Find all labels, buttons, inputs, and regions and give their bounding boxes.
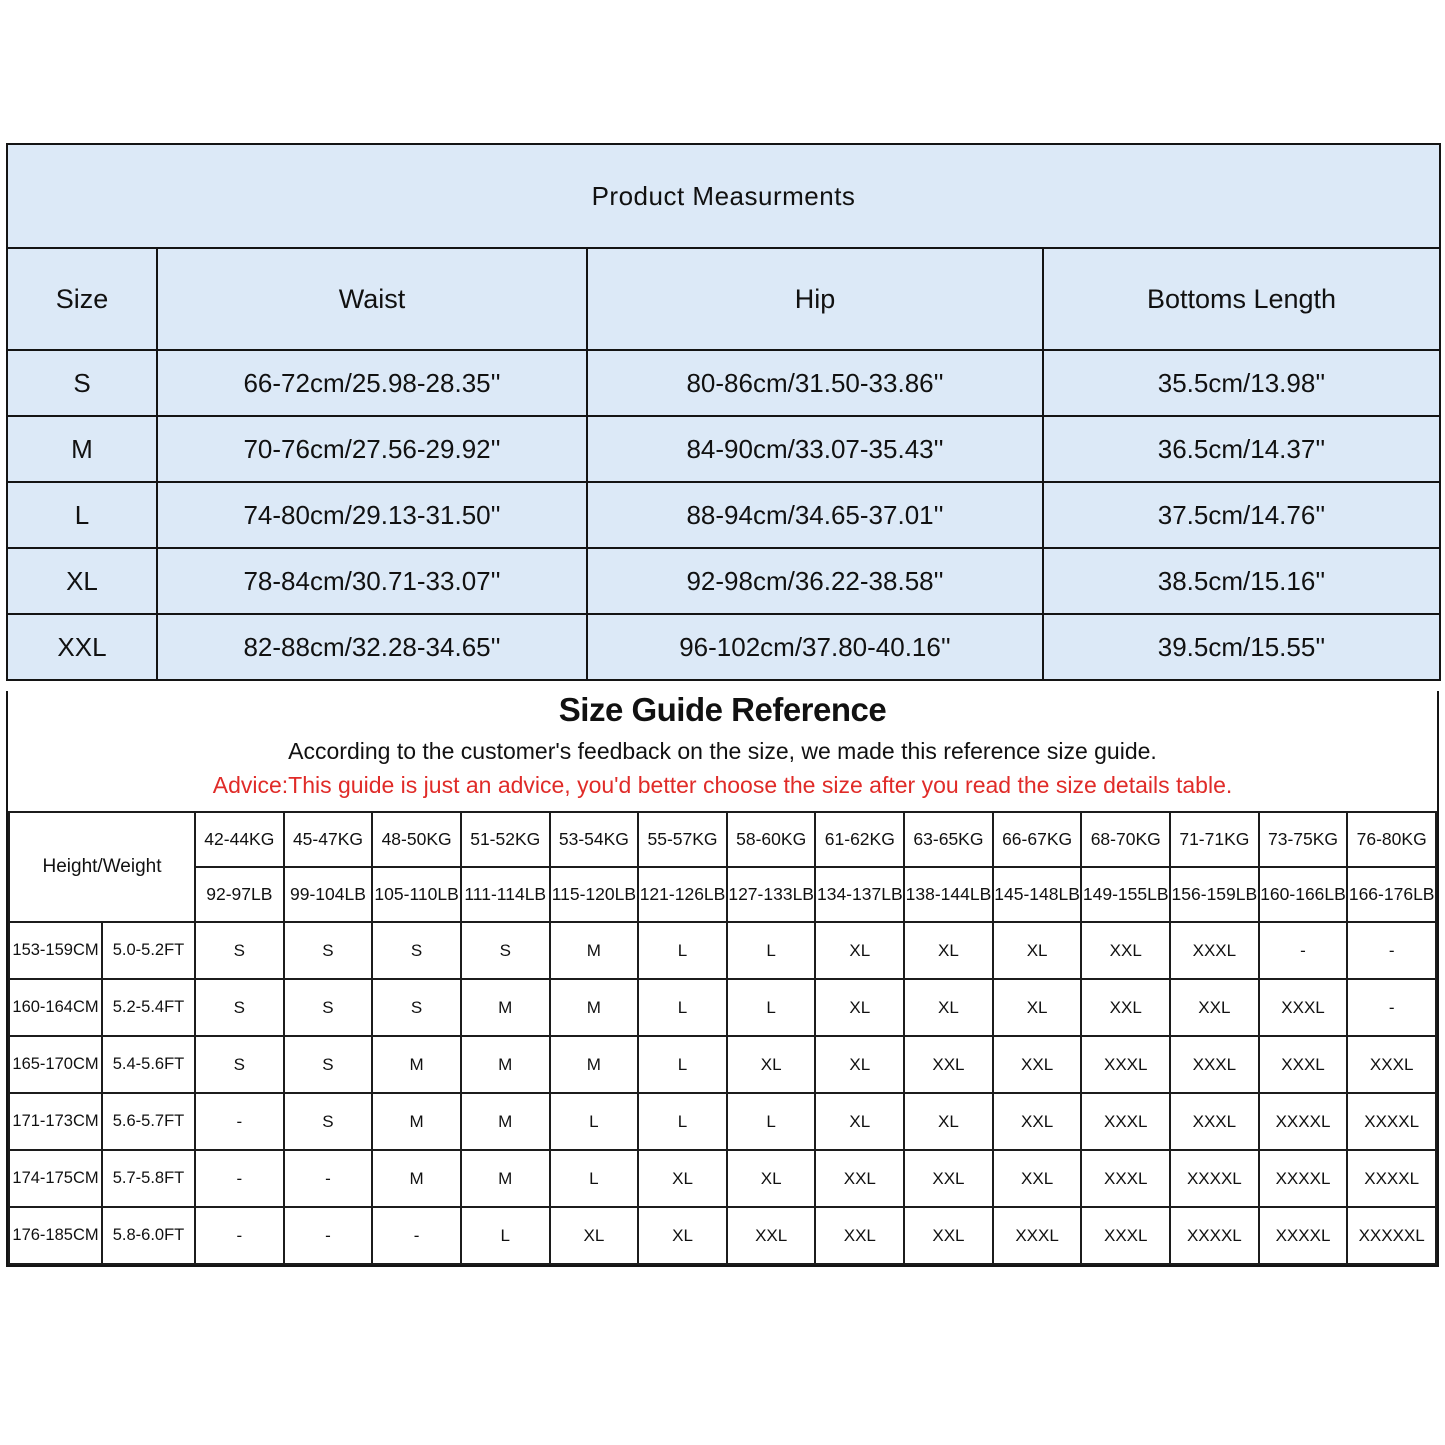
recommended-size-cell: L (727, 1093, 816, 1150)
recommended-size-cell: - (1259, 922, 1348, 979)
bottoms-length-value-cell: 36.5cm/14.37'' (1043, 416, 1440, 482)
recommended-size-cell: L (550, 1150, 639, 1207)
recommended-size-cell: XXXXL (1170, 1150, 1259, 1207)
page-title: Product Measurments (7, 144, 1440, 248)
recommended-size-cell: XXL (1170, 979, 1259, 1036)
size-label-cell: L (7, 482, 157, 548)
measurement-row (7, 614, 1440, 680)
recommended-size-cell: L (638, 1036, 727, 1093)
recommended-size-cell: XXL (727, 1207, 816, 1264)
weight-lb-cell: 127-133LB (727, 867, 816, 922)
recommended-size-cell: L (638, 922, 727, 979)
recommended-size-cell: M (550, 979, 639, 1036)
recommended-size-cell: XL (727, 1036, 816, 1093)
recommended-size-cell: XXL (904, 1207, 993, 1264)
weight-kg-cell: 61-62KG (815, 812, 904, 867)
weight-lb-cell: 134-137LB (815, 867, 904, 922)
measurement-row (7, 416, 1440, 482)
recommended-size-cell: M (372, 1150, 461, 1207)
recommended-size-cell: S (372, 922, 461, 979)
recommended-size-cell: XXL (1081, 922, 1170, 979)
measurement-row (7, 482, 1440, 548)
weight-lb-cell: 138-144LB (904, 867, 993, 922)
chart-wrapper (6, 143, 1439, 1267)
weight-lb-cell: 105-110LB (372, 867, 461, 922)
recommended-size-cell: XXXL (1170, 1036, 1259, 1093)
weight-lb-cell: 115-120LB (550, 867, 639, 922)
recommended-size-cell: - (1347, 979, 1436, 1036)
size-guide-row (9, 1207, 1436, 1264)
waist-value-cell: 70-76cm/27.56-29.92'' (157, 416, 587, 482)
recommended-size-cell: XXXL (1081, 1150, 1170, 1207)
recommended-size-cell: S (195, 922, 284, 979)
weight-lb-cell: 99-104LB (284, 867, 373, 922)
measurement-row (7, 548, 1440, 614)
recommended-size-cell: XXL (815, 1207, 904, 1264)
bottoms-length-value-cell: 35.5cm/13.98'' (1043, 350, 1440, 416)
height-cm-cell: 171-173CM (9, 1093, 102, 1150)
recommended-size-cell: XL (904, 1093, 993, 1150)
recommended-size-cell: XXXXL (1347, 1093, 1436, 1150)
recommended-size-cell: XL (815, 1093, 904, 1150)
recommended-size-cell: XXXXL (1259, 1207, 1348, 1264)
size-guide-row (9, 1150, 1436, 1207)
recommended-size-cell: XXXL (1259, 979, 1348, 1036)
column-header-hip: Hip (587, 248, 1043, 350)
measurement-row (7, 350, 1440, 416)
weight-kg-header-row (9, 812, 1436, 867)
column-header-waist: Waist (157, 248, 587, 350)
bottoms-length-value-cell: 38.5cm/15.16'' (1043, 548, 1440, 614)
size-label-cell: XL (7, 548, 157, 614)
recommended-size-cell: XL (815, 922, 904, 979)
recommended-size-cell: - (195, 1150, 284, 1207)
height-cm-cell: 160-164CM (9, 979, 102, 1036)
hip-value-cell: 84-90cm/33.07-35.43'' (587, 416, 1043, 482)
height-ft-cell: 5.4-5.6FT (102, 1036, 195, 1093)
recommended-size-cell: XXL (904, 1036, 993, 1093)
recommended-size-cell: XL (815, 979, 904, 1036)
recommended-size-cell: XL (638, 1150, 727, 1207)
weight-lb-cell: 111-114LB (461, 867, 550, 922)
waist-value-cell: 66-72cm/25.98-28.35'' (157, 350, 587, 416)
height-ft-cell: 5.0-5.2FT (102, 922, 195, 979)
recommended-size-cell: XL (904, 979, 993, 1036)
recommended-size-cell: S (284, 1036, 373, 1093)
recommended-size-cell: M (461, 1093, 550, 1150)
recommended-size-cell: S (284, 922, 373, 979)
size-guide-title: Size Guide Reference (558, 691, 887, 728)
height-ft-cell: 5.2-5.4FT (102, 979, 195, 1036)
size-guide-note: According to the customer's feedback on the size, we made this reference size guide. (288, 738, 1157, 764)
recommended-size-cell: XXXL (1081, 1093, 1170, 1150)
recommended-size-cell: XXXL (1259, 1036, 1348, 1093)
height-cm-cell: 165-170CM (9, 1036, 102, 1093)
recommended-size-cell: - (195, 1207, 284, 1264)
recommended-size-cell: XXL (993, 1036, 1082, 1093)
recommended-size-cell: XXL (993, 1093, 1082, 1150)
recommended-size-cell: - (195, 1093, 284, 1150)
recommended-size-cell: S (284, 979, 373, 1036)
recommended-size-cell: L (550, 1093, 639, 1150)
recommended-size-cell: XXL (1081, 979, 1170, 1036)
size-guide-table (8, 811, 1437, 1265)
size-guide-advice: Advice:This guide is just an advice, you'd better choose the size after you read the size details table. (212, 772, 1233, 798)
recommended-size-cell: XXXL (1081, 1036, 1170, 1093)
waist-value-cell: 82-88cm/32.28-34.65'' (157, 614, 587, 680)
size-guide-section (6, 691, 1439, 1267)
recommended-size-cell: XXXL (993, 1207, 1082, 1264)
weight-kg-cell: 76-80KG (1347, 812, 1436, 867)
recommended-size-cell: S (461, 922, 550, 979)
recommended-size-cell: S (195, 1036, 284, 1093)
weight-lb-header-row (9, 867, 1436, 922)
size-guide-row (9, 1093, 1436, 1150)
recommended-size-cell: XL (904, 922, 993, 979)
height-ft-cell: 5.8-6.0FT (102, 1207, 195, 1264)
recommended-size-cell: XXXXL (1259, 1093, 1348, 1150)
size-label-cell: XXL (7, 614, 157, 680)
weight-kg-cell: 73-75KG (1259, 812, 1348, 867)
recommended-size-cell: L (727, 979, 816, 1036)
recommended-size-cell: M (461, 1036, 550, 1093)
weight-kg-cell: 42-44KG (195, 812, 284, 867)
weight-kg-cell: 63-65KG (904, 812, 993, 867)
product-measurements-table (6, 143, 1441, 681)
height-cm-cell: 153-159CM (9, 922, 102, 979)
recommended-size-cell: XXXXL (1170, 1207, 1259, 1264)
weight-lb-cell: 166-176LB (1347, 867, 1436, 922)
recommended-size-cell: XL (727, 1150, 816, 1207)
recommended-size-cell: XXXL (1170, 1093, 1259, 1150)
recommended-size-cell: XXXL (1170, 922, 1259, 979)
size-guide-row (9, 1036, 1436, 1093)
recommended-size-cell: XXXXL (1347, 1150, 1436, 1207)
recommended-size-cell: M (550, 1036, 639, 1093)
height-cm-cell: 176-185CM (9, 1207, 102, 1264)
recommended-size-cell: - (372, 1207, 461, 1264)
title-row (7, 144, 1440, 248)
height-ft-cell: 5.6-5.7FT (102, 1093, 195, 1150)
recommended-size-cell: - (1347, 922, 1436, 979)
weight-kg-cell: 45-47KG (284, 812, 373, 867)
height-cm-cell: 174-175CM (9, 1150, 102, 1207)
weight-kg-cell: 48-50KG (372, 812, 461, 867)
size-label-cell: S (7, 350, 157, 416)
recommended-size-cell: - (284, 1150, 373, 1207)
height-weight-header: Height/Weight (9, 812, 195, 922)
weight-kg-cell: 55-57KG (638, 812, 727, 867)
recommended-size-cell: S (284, 1093, 373, 1150)
recommended-size-cell: M (461, 979, 550, 1036)
hip-value-cell: 92-98cm/36.22-38.58'' (587, 548, 1043, 614)
recommended-size-cell: XL (638, 1207, 727, 1264)
recommended-size-cell: XXL (993, 1150, 1082, 1207)
weight-kg-cell: 51-52KG (461, 812, 550, 867)
size-guide-row (9, 922, 1436, 979)
recommended-size-cell: XXXL (1081, 1207, 1170, 1264)
weight-lb-cell: 145-148LB (993, 867, 1082, 922)
recommended-size-cell: S (372, 979, 461, 1036)
measurements-header-row (7, 248, 1440, 350)
recommended-size-cell: M (550, 922, 639, 979)
recommended-size-cell: M (372, 1093, 461, 1150)
column-header-size: Size (7, 248, 157, 350)
recommended-size-cell: L (638, 1093, 727, 1150)
recommended-size-cell: XXL (815, 1150, 904, 1207)
recommended-size-cell: XL (550, 1207, 639, 1264)
bottoms-length-value-cell: 37.5cm/14.76'' (1043, 482, 1440, 548)
weight-kg-cell: 66-67KG (993, 812, 1082, 867)
hip-value-cell: 88-94cm/34.65-37.01'' (587, 482, 1043, 548)
waist-value-cell: 78-84cm/30.71-33.07'' (157, 548, 587, 614)
weight-lb-cell: 156-159LB (1170, 867, 1259, 922)
recommended-size-cell: XL (993, 922, 1082, 979)
weight-kg-cell: 71-71KG (1170, 812, 1259, 867)
weight-kg-cell: 68-70KG (1081, 812, 1170, 867)
recommended-size-cell: L (461, 1207, 550, 1264)
bottoms-length-value-cell: 39.5cm/15.55'' (1043, 614, 1440, 680)
recommended-size-cell: M (372, 1036, 461, 1093)
waist-value-cell: 74-80cm/29.13-31.50'' (157, 482, 587, 548)
recommended-size-cell: M (461, 1150, 550, 1207)
hip-value-cell: 80-86cm/31.50-33.86'' (587, 350, 1043, 416)
weight-kg-cell: 58-60KG (727, 812, 816, 867)
recommended-size-cell: XXL (904, 1150, 993, 1207)
weight-lb-cell: 92-97LB (195, 867, 284, 922)
recommended-size-cell: XXXXL (1259, 1150, 1348, 1207)
recommended-size-cell: S (195, 979, 284, 1036)
hip-value-cell: 96-102cm/37.80-40.16'' (587, 614, 1043, 680)
recommended-size-cell: XXXL (1347, 1036, 1436, 1093)
recommended-size-cell: L (638, 979, 727, 1036)
weight-lb-cell: 149-155LB (1081, 867, 1170, 922)
recommended-size-cell: L (727, 922, 816, 979)
weight-lb-cell: 160-166LB (1259, 867, 1348, 922)
weight-lb-cell: 121-126LB (638, 867, 727, 922)
size-guide-row (9, 979, 1436, 1036)
column-header-bottoms-length: Bottoms Length (1043, 248, 1440, 350)
weight-kg-cell: 53-54KG (550, 812, 639, 867)
size-label-cell: M (7, 416, 157, 482)
recommended-size-cell: XL (815, 1036, 904, 1093)
height-ft-cell: 5.7-5.8FT (102, 1150, 195, 1207)
recommended-size-cell: XXXXXL (1347, 1207, 1436, 1264)
recommended-size-cell: XL (993, 979, 1082, 1036)
recommended-size-cell: - (284, 1207, 373, 1264)
